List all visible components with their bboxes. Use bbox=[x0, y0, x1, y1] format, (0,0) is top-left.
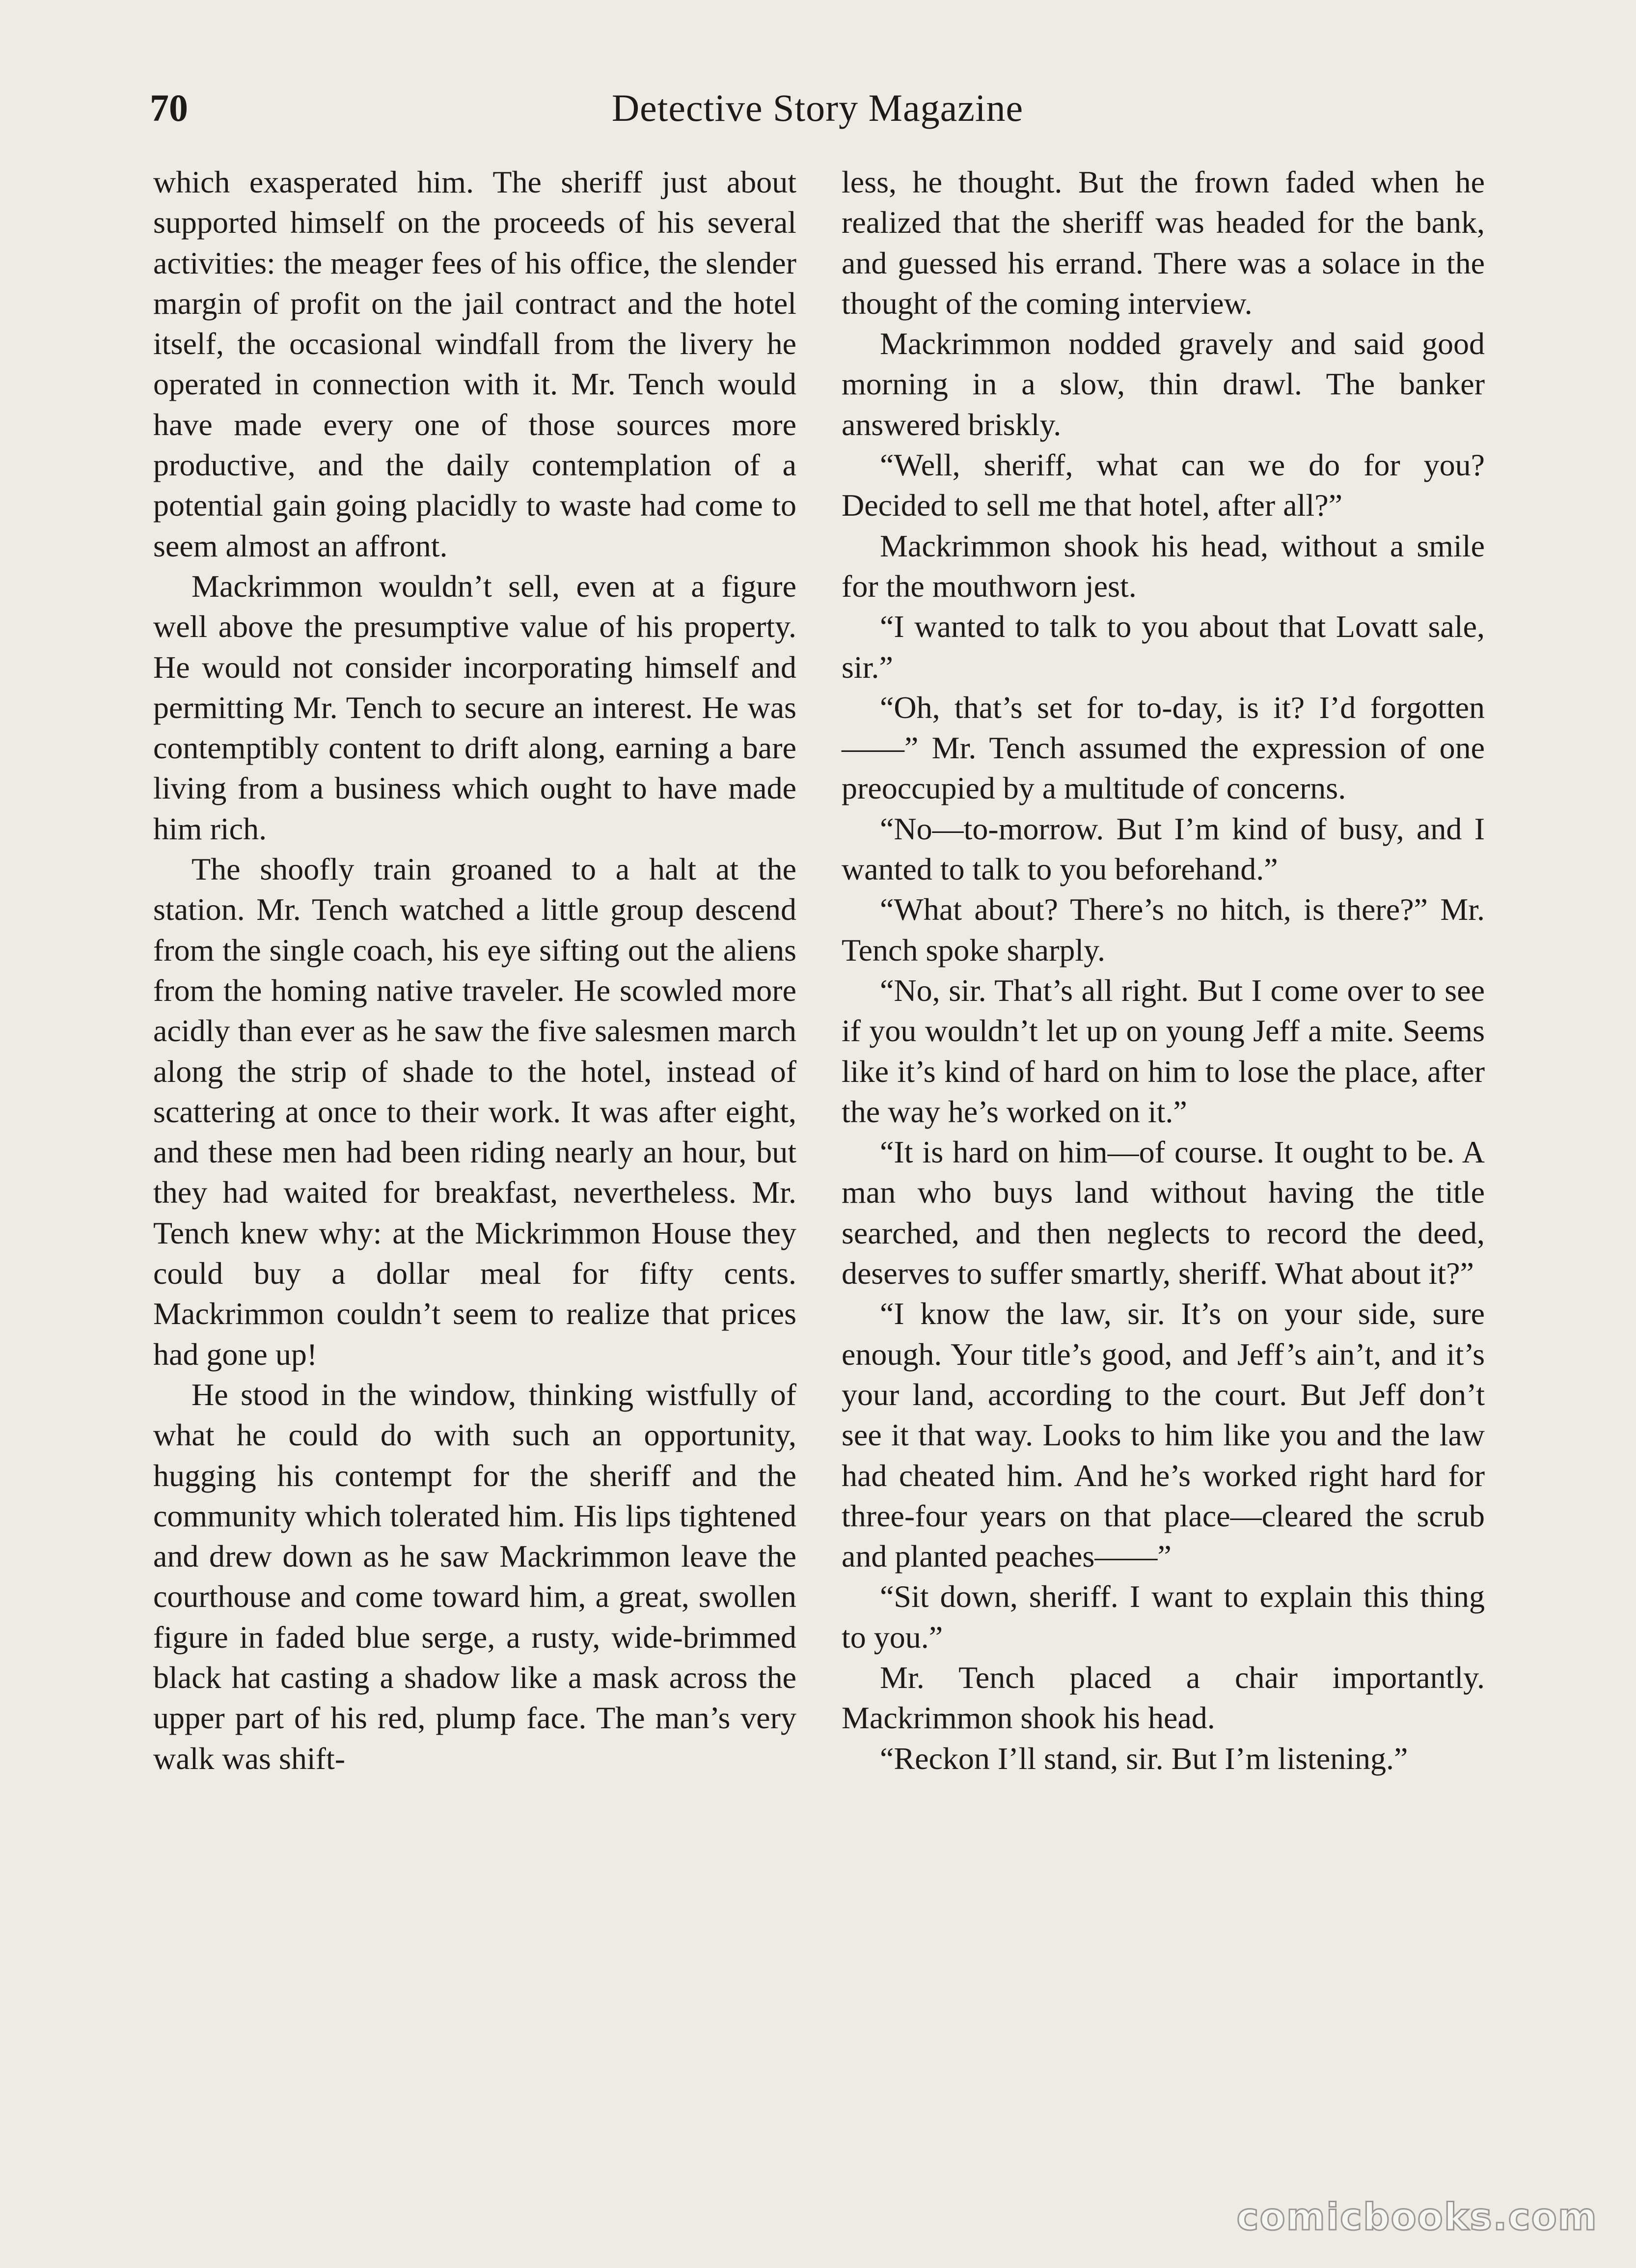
paragraph: The shoofly train groaned to a halt at the station. Mr. Tench watched a little group descend from the single coach, his eye sifting out the aliens from the homing native traveler. He scowled more acidly than ever as he saw the five salesmen march along the strip of shade to the hotel, instead of scattering at once to their work. It was after eight, and these men had been riding nearly an hour, but they had waited for breakfast, nevertheless. Mr. Tench knew why: at the Mickrimmon House they could buy a dollar meal for fifty cents. Mackrimmon couldn’t seem to realize that prices had gone up! bbox=[153, 852, 796, 1372]
paragraph: “What about? There’s no hitch, is there?” Mr. Tench spoke sharply. bbox=[842, 892, 1485, 968]
paragraph: Mackrimmon shook his head, without a smile for the mouthworn jest. bbox=[842, 528, 1485, 604]
paragraph: “I wanted to talk to you about that Lovatt sale, sir.” bbox=[842, 609, 1485, 685]
paragraph: “No, sir. That’s all right. But I come over to see if you wouldn’t let up on young Jeff a mite. Seems like it’s kind of hard on him to lose the place, after the way he’s worked on it.” bbox=[842, 972, 1485, 1129]
page-header bbox=[150, 83, 1485, 138]
paragraph: He stood in the window, thinking wistfully of what he could do with such an opportunity, hugging his contempt for the sheriff and the community which tolerated him. His lips tightened and drew down as he saw Mackrimmon leave the courthouse and come toward him, a great, swollen figure in faded blue serge, a rusty, wide-brimmed black hat casting a shadow like a mask across the upper part of his red, plump face. The man’s very walk was shift- bbox=[153, 1377, 796, 1776]
text-column-right bbox=[842, 162, 1485, 2176]
paragraph: less, he thought. But the frown faded when he realized that the sheriff was headed for the bank, and guessed his errand. There was a solace in the thought of the coming interview. bbox=[842, 165, 1485, 321]
running-title: Detective Story Magazine bbox=[611, 86, 1024, 129]
site-watermark: comicbooks.com bbox=[1236, 2195, 1598, 2239]
paragraph: “Oh, that’s set for to-day, is it? I’d forgotten——” Mr. Tench assumed the expression of one preoccupied by a multitude of concerns. bbox=[842, 690, 1485, 806]
paragraph: “Reckon I’ll stand, sir. But I’m listening.” bbox=[880, 1741, 1408, 1776]
paragraph: which exasperated him. The sheriff just about supported himself on the proceeds of his several activities: the meager fees of his office, the slender margin of profit on the jail contract and the hotel itself, the occasional windfall from the livery he operated in connection with it. Mr. Tench would have made every one of those sources more productive, and the daily contemplation of a potential gain going placidly to waste had come to seem almost an affront. bbox=[153, 165, 796, 563]
text-column-left bbox=[153, 162, 796, 2176]
paragraph: Mr. Tench placed a chair importantly. Mackrimmon shook his head. bbox=[842, 1660, 1485, 1736]
paragraph: Mackrimmon wouldn’t sell, even at a figure well above the presumptive value of his property. He would not consider incorporating himself and permitting Mr. Tench to secure an interest. He was contemptibly content to drift along, earning a bare living from a business which ought to have made him rich. bbox=[153, 568, 796, 846]
paragraph: “Well, sheriff, what can we do for you? Decided to sell me that hotel, after all?” bbox=[842, 447, 1485, 523]
page-number: 70 bbox=[150, 86, 188, 129]
paragraph: “It is hard on him—of course. It ought to be. A man who buys land without having the title searched, and then neglects to record the deed, deserves to suffer smartly, sheriff. What about it?” bbox=[842, 1134, 1485, 1291]
paragraph: “No—to-morrow. But I’m kind of busy, and I wanted to talk to you beforehand.” bbox=[842, 811, 1485, 887]
paragraph: Mackrimmon nodded gravely and said good morning in a slow, thin drawl. The banker answered briskly. bbox=[842, 326, 1485, 442]
paragraph: “Sit down, sheriff. I want to explain this thing to you.” bbox=[842, 1579, 1485, 1655]
paragraph: “I know the law, sir. It’s on your side, sure enough. Your title’s good, and Jeff’s ain’t, and it’s your land, according to the court. But Jeff don’t see it that way. Looks to him like you and the law had cheated him. And he’s worked right hard for three-four years on that place—cleared the scrub and planted peaches——” bbox=[842, 1296, 1485, 1574]
